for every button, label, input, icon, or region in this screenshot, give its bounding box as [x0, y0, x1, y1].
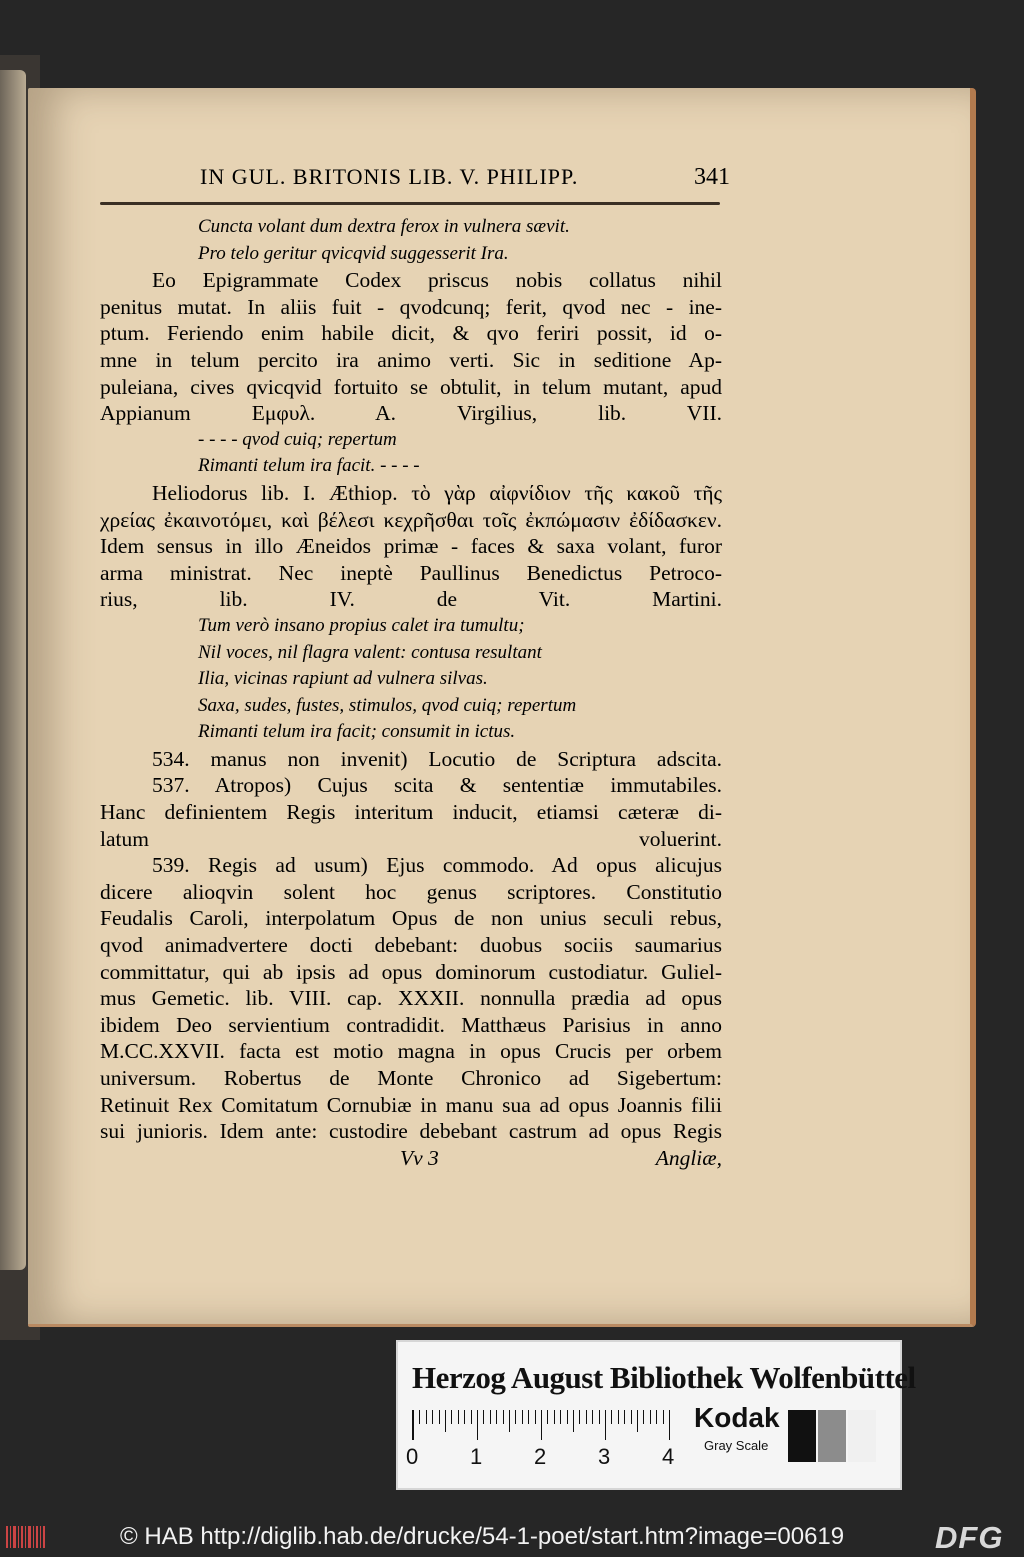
viewer-footer	[0, 1514, 1024, 1557]
signature-mark: Vv 3	[400, 1145, 439, 1170]
ruler-tick	[560, 1410, 561, 1424]
verse-line: Ilia, vicinas rapiunt ad vulnera silvas.	[198, 668, 488, 690]
ruler-tick	[631, 1410, 632, 1424]
verse-line: Cuncta volant dum dextra ferox in vulnera sævit.	[198, 216, 570, 237]
ruler-tick	[426, 1410, 427, 1424]
source-link[interactable]: © HAB http://diglib.hab.de/drucke/54-1-poet/start.htm?image=00619	[120, 1523, 845, 1550]
ruler-tick	[535, 1410, 536, 1424]
page-body-text	[100, 214, 722, 1171]
text-line: Retinuit Rex Comitatum Cornubiæ in manu sua ad opus Joannis filii	[100, 1092, 722, 1117]
text-line: mne in telum percito ira animo verti. Sic in seditione Ap-	[100, 347, 722, 372]
ruler-tick	[554, 1410, 555, 1424]
ruler-tick	[432, 1410, 433, 1424]
ruler-tick	[592, 1410, 593, 1424]
dfg-logo: DFG	[935, 1520, 1004, 1555]
book-page	[28, 88, 976, 1327]
text-line: qvod animadvertere docti debebant: duobus sociis saumarius	[100, 933, 722, 958]
kodak-logo: Kodak	[694, 1402, 780, 1433]
text-line: arma ministrat. Nec ineptè Paullinus Benedictus Petroco-	[100, 560, 722, 585]
text-line: penitus mutat. In aliis fuit - qvodcunq; ferit, qvod nec - ine-	[100, 294, 722, 319]
ruler-tick	[618, 1410, 619, 1424]
head-rule	[100, 202, 720, 205]
ruler-tick	[586, 1410, 587, 1424]
ruler-tick	[605, 1410, 606, 1440]
ruler-tick	[624, 1410, 625, 1424]
barcode-icon	[6, 1526, 46, 1548]
ruler-tick	[599, 1410, 600, 1424]
ruler-tick	[573, 1410, 574, 1432]
text-line: rius, lib. IV. de Vit. Martini.	[100, 587, 722, 612]
verse-line: Tum verò insano propius calet ira tumultu;	[198, 614, 525, 636]
verse-line: Pro telo geritur qvicqvid suggesserit Ira.	[198, 242, 509, 264]
ruler-tick	[445, 1410, 446, 1432]
left-page-stack	[0, 70, 26, 1270]
gray-patch	[848, 1410, 876, 1462]
text-line: committatur, qui ab ipsis ad opus dominorum custodiatur. Guliel-	[100, 959, 722, 984]
text-line: latum voluerint.	[100, 826, 722, 851]
ruler-number: 4	[662, 1444, 675, 1469]
text-line: ptum. Feriendo enim habile dicit, & qvo feriri possit, id o-	[100, 321, 722, 346]
ruler-tick	[471, 1410, 472, 1424]
text-line: 537. Atropos) Cujus scita & sententiæ immutabiles.	[152, 773, 722, 798]
verse-line: Saxa, sudes, fustes, stimulos, qvod cuiq; repertum	[198, 694, 577, 716]
ruler-tick	[579, 1410, 580, 1424]
ruler-tick	[567, 1410, 568, 1424]
text-line: χρείας ἐκαινοτόμει, καὶ βέλεσι κεχρῆσθαι τοῖς ἐκπώμασιν ἐδίδασκεν.	[100, 507, 722, 532]
text-line: dicere alioqvin solent hoc genus scriptores. Constitutio	[100, 879, 722, 904]
ruler-tick	[464, 1410, 465, 1424]
verse-line: Nil voces, nil flagra valent: contusa resultant	[198, 641, 542, 663]
ruler-tick	[528, 1410, 529, 1424]
verse-line: Rimanti telum ira facit; consumit in ictus.	[198, 721, 516, 743]
ruler-scale	[412, 1410, 675, 1440]
ruler-tick	[663, 1410, 664, 1424]
ruler-tick	[496, 1410, 497, 1424]
text-line: Hanc definientem Regis interitum inducit, etiamsi cæteræ di-	[100, 800, 722, 825]
ruler-tick	[611, 1410, 612, 1424]
text-line: Heliodorus lib. I. Æthiop. τὸ γὰρ αἰφνίδιον τῆς κακοῦ τῆς	[152, 480, 722, 505]
ruler-tick	[643, 1410, 644, 1424]
text-line: 534. manus non invenit) Locutio de Scriptura adscita.	[152, 746, 722, 771]
gray-patch	[788, 1410, 816, 1462]
text-line: ibidem Deo servientium contradidit. Matthæus Parisius in anno	[100, 1012, 722, 1037]
ruler-tick	[503, 1410, 504, 1424]
ruler-tick	[515, 1410, 516, 1424]
ruler-tick	[451, 1410, 452, 1424]
ruler-tick	[650, 1410, 651, 1424]
running-head-title: IN GUL. BRITONIS LIB. V. PHILIPP.	[200, 164, 579, 189]
verse-line: Rimanti telum ira facit. - - - -	[198, 455, 420, 477]
ruler-tick	[439, 1410, 440, 1424]
text-line: puleiana, cives qvicqvid fortuito se obtulit, in telum mutant, apud	[100, 374, 722, 399]
text-line: mus Gemetic. lib. VIII. cap. XXXII. nonnulla prædia ad opus	[100, 986, 722, 1011]
text-line: 539. Regis ad usum) Ejus commodo. Ad opus alicujus	[152, 853, 722, 878]
ruler-number: 3	[598, 1444, 611, 1469]
text-line: Idem sensus in illo Æneidos primæ - faces & saxa volant, furor	[100, 534, 722, 559]
ruler-tick	[419, 1410, 420, 1424]
gray-scale-label: Gray Scale	[704, 1438, 769, 1453]
ruler-tick	[413, 1410, 414, 1440]
gray-patch	[818, 1410, 846, 1462]
page-number: 341	[694, 164, 730, 190]
text-line: Appianum Εμφυλ. Α. Virgilius, lib. VII.	[100, 401, 722, 426]
text-line: sui junioris. Idem ante: custodire debebant castrum ad opus Regis	[100, 1119, 722, 1144]
color-calibration-card	[396, 1340, 916, 1490]
ruler-tick	[490, 1410, 491, 1424]
ruler-tick	[669, 1410, 670, 1440]
ruler-tick	[541, 1410, 542, 1440]
verse-line: - - - - qvod cuiq; repertum	[198, 428, 397, 450]
ruler-tick	[509, 1410, 510, 1432]
running-head	[110, 164, 730, 204]
library-name: Herzog August Bibliothek Wolfenbüttel	[412, 1360, 916, 1395]
catchword: Angliæ,	[655, 1145, 722, 1170]
ruler-tick	[547, 1410, 548, 1424]
ruler-number: 0	[406, 1444, 419, 1469]
text-line: M.CC.XXVII. facta est motio magna in opus Crucis per orbem	[100, 1039, 722, 1064]
ruler-tick	[522, 1410, 523, 1424]
text-line: universum. Robertus de Monte Chronico ad Sigebertum:	[100, 1066, 722, 1090]
ruler-tick	[637, 1410, 638, 1432]
text-line: Eo Epigrammate Codex priscus nobis collatus nihil	[152, 268, 722, 293]
ruler-number: 2	[534, 1444, 547, 1469]
ruler-tick	[458, 1410, 459, 1424]
text-line: Feudalis Caroli, interpolatum Opus de non unius seculi rebus,	[100, 906, 722, 931]
ruler-tick	[656, 1410, 657, 1424]
ruler-tick	[477, 1410, 478, 1440]
page-footer	[100, 1145, 722, 1171]
ruler-tick	[483, 1410, 484, 1424]
ruler-number: 1	[470, 1444, 483, 1469]
